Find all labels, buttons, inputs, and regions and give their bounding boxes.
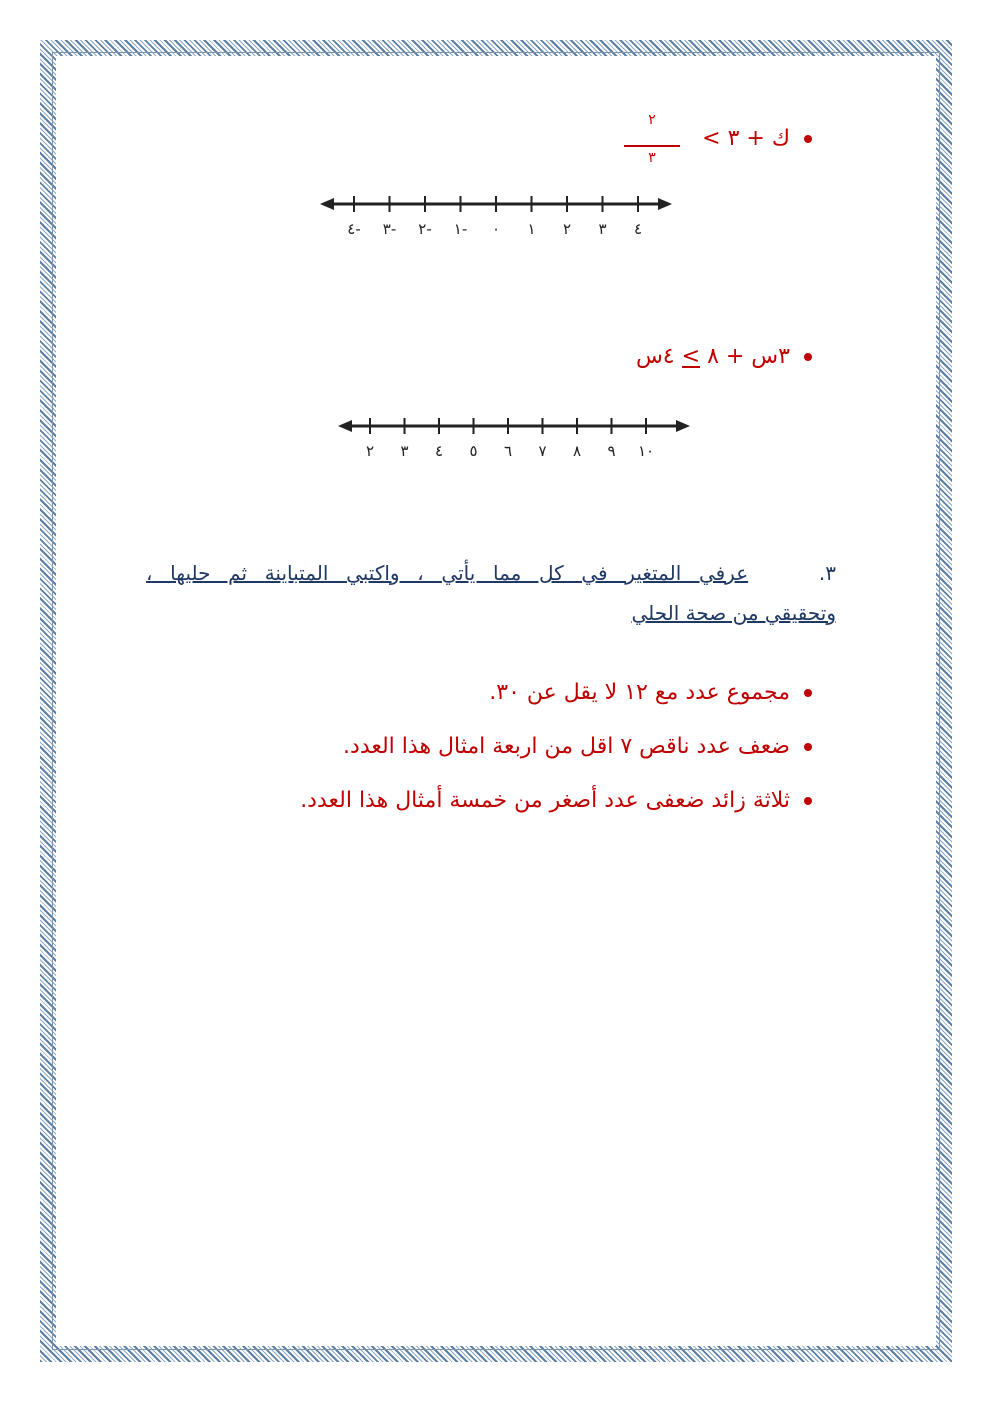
question-3 (146, 553, 836, 633)
tick-label: ٤ (434, 442, 444, 460)
fraction-numerator: ٢ (648, 112, 656, 128)
bullet-icon (804, 743, 812, 751)
tick-label: ٥ (469, 442, 478, 460)
tick-label: ٣ (598, 220, 607, 238)
tick-label: ٨ (572, 442, 582, 460)
tick-label: ١٠ (637, 442, 655, 460)
bullet-icon (804, 797, 812, 805)
problem-3: ثلاثة زائد ضعفى عدد أصغر من خمسة أمثال هذا العدد. (300, 788, 812, 813)
tick-label: ٧ (538, 442, 547, 460)
fraction-bar (624, 145, 680, 147)
tick-label: ٤ (633, 220, 643, 238)
number-line-1 (316, 186, 676, 246)
number-line-2 (334, 408, 694, 468)
question-line-1: عرفي المتغير في كل مما يأتي ، واكتبي المتباينة ثم حليها ، (146, 561, 749, 585)
tick-label: ٣- (382, 220, 397, 238)
tick-label: ٤- (347, 220, 361, 238)
tick-label: ٦ (503, 442, 513, 460)
bullet-icon (804, 689, 812, 697)
tick-label: ١- (453, 220, 468, 238)
question-number: ٣. (818, 561, 836, 585)
inequality-1: ك + ٣ > (702, 126, 812, 151)
question-line-2: وتحقيقي من صحة الحلي (631, 601, 836, 625)
tick-label: ٩ (607, 442, 616, 460)
inequality-2: ٣س + ٨ > ٤س (636, 344, 812, 369)
greater-equal-symbol: > (681, 344, 701, 369)
problem-2: ضعف عدد ناقص ٧ اقل من اربعة امثال هذا العدد. (343, 734, 812, 759)
bullet-icon (804, 135, 812, 143)
problem-1: مجموع عدد مع ١٢ لا يقل عن ٣٠. (489, 680, 812, 705)
tick-label: ٠ (491, 220, 501, 238)
tick-label: ٣ (400, 442, 409, 460)
tick-label: ١ (527, 220, 536, 238)
tick-label: ٢ (562, 220, 572, 238)
bullet-icon (804, 353, 812, 361)
tick-label: ٢- (418, 220, 432, 238)
tick-label: ٢ (365, 442, 375, 460)
fraction-denominator: ٣ (648, 150, 656, 166)
